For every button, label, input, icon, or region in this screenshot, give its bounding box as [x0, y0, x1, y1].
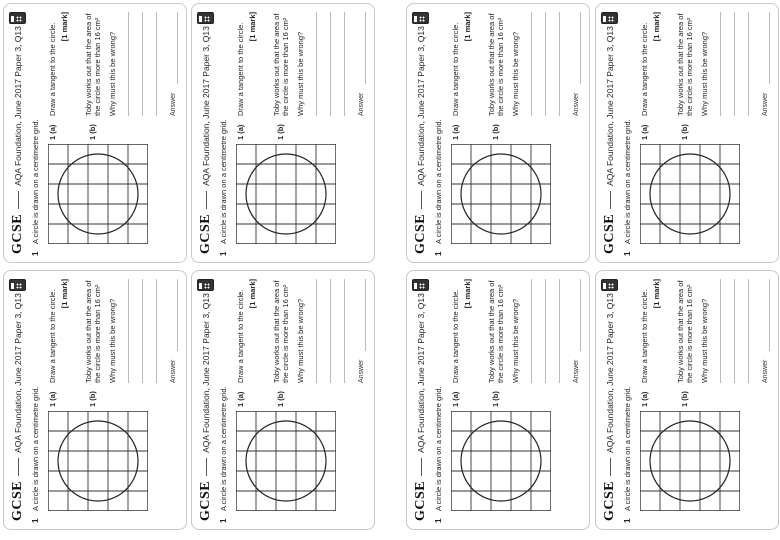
- question-intro: A circle is drawn on a centimetre grid.: [623, 119, 632, 244]
- part-a-label: 1 (a): [640, 391, 649, 407]
- header-rule: [206, 191, 207, 209]
- answer-label: Answer: [170, 92, 177, 116]
- question-number: 1: [219, 518, 228, 523]
- answer-label: Answer: [170, 359, 177, 383]
- part-a-marks: [1 mark]: [60, 279, 69, 309]
- centimetre-grid[interactable]: [48, 411, 148, 511]
- answer-label: Answer: [762, 359, 769, 383]
- circle: [461, 421, 541, 501]
- answer-writing-line[interactable]: [344, 279, 345, 383]
- grid-lines: [48, 144, 148, 244]
- answer-writing-line[interactable]: [330, 279, 331, 383]
- part-a-text: Draw a tangent to the circle.: [48, 22, 57, 116]
- answer-writing-line[interactable]: [748, 279, 749, 383]
- part-a-text: Draw a tangent to the circle.: [640, 22, 649, 116]
- answer-line[interactable]: [365, 279, 366, 351]
- calculator-icon: [601, 12, 618, 24]
- answer-writing-line[interactable]: [142, 279, 143, 383]
- answer-line[interactable]: [177, 279, 178, 351]
- circle: [58, 154, 138, 234]
- question-card: [602, 279, 769, 523]
- question-card: [413, 279, 580, 523]
- circle: [58, 421, 138, 501]
- question-card-body: [595, 270, 779, 530]
- answer-writing-line[interactable]: [330, 12, 331, 116]
- answer-label: Answer: [762, 92, 769, 116]
- centimetre-grid[interactable]: [236, 144, 336, 244]
- circle: [461, 154, 541, 234]
- question-card-body: [3, 3, 187, 263]
- question-number: 1: [434, 518, 443, 523]
- part-a-text: Draw a tangent to the circle.: [48, 289, 57, 383]
- part-a-text: Draw a tangent to the circle.: [451, 22, 460, 116]
- header-rule: [610, 458, 611, 476]
- gcse-brand: GCSE: [413, 213, 428, 254]
- question-number: 1: [623, 518, 632, 523]
- answer-writing-line[interactable]: [545, 279, 546, 383]
- part-a-label: 1 (a): [48, 391, 57, 407]
- part-b-label: 1 (b): [491, 124, 500, 140]
- card-header: [602, 12, 618, 254]
- answer-line[interactable]: [580, 279, 581, 351]
- source-reference: AQA Foundation, June 2017 Paper 3, Q13: [13, 293, 23, 453]
- part-b-label: 1 (b): [88, 391, 97, 407]
- question-card-body: [191, 270, 375, 530]
- part-b-text-line2: the circle is more than 16 cm²: [496, 17, 505, 116]
- part-a-text: Draw a tangent to the circle.: [451, 289, 460, 383]
- question-card-body: [191, 3, 375, 263]
- card-header: [198, 12, 214, 254]
- answer-writing-line[interactable]: [531, 12, 532, 116]
- part-b-text-line1: Toby works out that the area of: [487, 280, 496, 383]
- part-b-question: Why must this be wrong?: [108, 31, 117, 116]
- question-intro: A circle is drawn on a centimetre grid.: [623, 386, 632, 511]
- answer-writing-line[interactable]: [344, 12, 345, 116]
- question-card: [10, 279, 177, 523]
- circle: [650, 154, 730, 234]
- gcse-brand: GCSE: [413, 480, 428, 521]
- centimetre-grid[interactable]: [48, 144, 148, 244]
- question-card: [198, 12, 365, 256]
- part-a-label: 1 (a): [640, 124, 649, 140]
- source-reference: AQA Foundation, June 2017 Paper 3, Q13: [605, 26, 615, 186]
- part-a-label: 1 (a): [48, 124, 57, 140]
- calculator-icon: [9, 12, 26, 24]
- source-reference: AQA Foundation, June 2017 Paper 3, Q13: [416, 293, 426, 453]
- part-a-text: Draw a tangent to the circle.: [236, 22, 245, 116]
- header-rule: [610, 191, 611, 209]
- header-rule: [421, 458, 422, 476]
- calculator-icon: [412, 279, 429, 291]
- question-intro: A circle is drawn on a centimetre grid.: [219, 386, 228, 511]
- question-number: 1: [623, 251, 632, 256]
- answer-line[interactable]: [580, 12, 581, 84]
- part-a-marks: [1 mark]: [463, 12, 472, 42]
- part-b-label: 1 (b): [491, 391, 500, 407]
- part-b-text-line1: Toby works out that the area of: [676, 13, 685, 116]
- question-intro: A circle is drawn on a centimetre grid.: [31, 386, 40, 511]
- card-header: [413, 279, 429, 521]
- card-header: [10, 12, 26, 254]
- part-b-question: Why must this be wrong?: [511, 31, 520, 116]
- answer-writing-line[interactable]: [156, 279, 157, 383]
- question-card-body: [595, 3, 779, 263]
- part-b-question: Why must this be wrong?: [296, 31, 305, 116]
- part-b-label: 1 (b): [88, 124, 97, 140]
- part-a-label: 1 (a): [236, 124, 245, 140]
- question-intro: A circle is drawn on a centimetre grid.: [219, 119, 228, 244]
- part-a-marks: [1 mark]: [463, 279, 472, 309]
- question-number: 1: [434, 251, 443, 256]
- answer-writing-line[interactable]: [559, 279, 560, 383]
- part-a-marks: [1 mark]: [652, 279, 661, 309]
- centimetre-grid[interactable]: [451, 411, 551, 511]
- centimetre-grid[interactable]: [451, 144, 551, 244]
- question-intro: A circle is drawn on a centimetre grid.: [31, 119, 40, 244]
- header-rule: [18, 191, 19, 209]
- grid-lines: [48, 411, 148, 511]
- answer-label: Answer: [573, 359, 580, 383]
- part-b-question: Why must this be wrong?: [511, 298, 520, 383]
- answer-writing-line[interactable]: [720, 12, 721, 116]
- question-card: [10, 12, 177, 256]
- card-header: [198, 279, 214, 521]
- source-reference: AQA Foundation, June 2017 Paper 3, Q13: [416, 26, 426, 186]
- question-number: 1: [31, 251, 40, 256]
- gcse-brand: GCSE: [602, 213, 617, 254]
- header-rule: [206, 458, 207, 476]
- answer-writing-line[interactable]: [748, 12, 749, 116]
- answer-writing-line[interactable]: [531, 279, 532, 383]
- part-a-marks: [1 mark]: [652, 12, 661, 42]
- calculator-icon: [412, 12, 429, 24]
- part-a-text: Draw a tangent to the circle.: [236, 289, 245, 383]
- centimetre-grid[interactable]: [640, 144, 740, 244]
- part-b-text-line2: the circle is more than 16 cm²: [685, 284, 694, 383]
- source-reference: AQA Foundation, June 2017 Paper 3, Q13: [201, 293, 211, 453]
- part-a-text: Draw a tangent to the circle.: [640, 289, 649, 383]
- answer-writing-line[interactable]: [545, 12, 546, 116]
- card-header: [413, 12, 429, 254]
- gcse-brand: GCSE: [10, 480, 25, 521]
- answer-line[interactable]: [365, 12, 366, 84]
- answer-label: Answer: [358, 92, 365, 116]
- answer-writing-line[interactable]: [156, 12, 157, 116]
- question-card-body: [406, 3, 590, 263]
- card-header: [602, 279, 618, 521]
- part-b-text-line2: the circle is more than 16 cm²: [281, 17, 290, 116]
- part-a-label: 1 (a): [451, 391, 460, 407]
- card-header: [10, 279, 26, 521]
- part-a-label: 1 (a): [451, 124, 460, 140]
- part-b-question: Why must this be wrong?: [700, 31, 709, 116]
- grid-lines: [236, 144, 336, 244]
- answer-writing-line[interactable]: [720, 279, 721, 383]
- answer-writing-line[interactable]: [142, 12, 143, 116]
- part-b-text-line1: Toby works out that the area of: [676, 280, 685, 383]
- part-b-text-line1: Toby works out that the area of: [272, 13, 281, 116]
- answer-label: Answer: [573, 92, 580, 116]
- answer-writing-line[interactable]: [734, 279, 735, 383]
- part-a-label: 1 (a): [236, 391, 245, 407]
- part-b-text-line2: the circle is more than 16 cm²: [685, 17, 694, 116]
- calculator-icon: [197, 12, 214, 24]
- answer-writing-line[interactable]: [316, 12, 317, 116]
- part-b-text-line2: the circle is more than 16 cm²: [281, 284, 290, 383]
- centimetre-grid[interactable]: [640, 411, 740, 511]
- source-reference: AQA Foundation, June 2017 Paper 3, Q13: [13, 26, 23, 186]
- answer-line[interactable]: [769, 279, 770, 351]
- answer-writing-line[interactable]: [128, 12, 129, 116]
- gcse-brand: GCSE: [10, 213, 25, 254]
- question-intro: A circle is drawn on a centimetre grid.: [434, 119, 443, 244]
- part-b-text-line1: Toby works out that the area of: [84, 280, 93, 383]
- part-b-label: 1 (b): [276, 391, 285, 407]
- grid-lines: [640, 411, 740, 511]
- part-b-label: 1 (b): [276, 124, 285, 140]
- source-reference: AQA Foundation, June 2017 Paper 3, Q13: [201, 26, 211, 186]
- answer-label: Answer: [358, 359, 365, 383]
- header-rule: [421, 191, 422, 209]
- question-card: [602, 12, 769, 256]
- part-b-label: 1 (b): [680, 124, 689, 140]
- question-number: 1: [219, 251, 228, 256]
- part-b-text-line2: the circle is more than 16 cm²: [93, 284, 102, 383]
- part-b-text-line1: Toby works out that the area of: [272, 280, 281, 383]
- part-b-question: Why must this be wrong?: [108, 298, 117, 383]
- part-b-text-line2: the circle is more than 16 cm²: [496, 284, 505, 383]
- circle: [246, 154, 326, 234]
- question-card: [198, 279, 365, 523]
- answer-line[interactable]: [177, 12, 178, 84]
- answer-writing-line[interactable]: [128, 279, 129, 383]
- part-b-label: 1 (b): [680, 391, 689, 407]
- part-b-question: Why must this be wrong?: [296, 298, 305, 383]
- answer-line[interactable]: [769, 12, 770, 84]
- question-card-body: [3, 270, 187, 530]
- centimetre-grid[interactable]: [236, 411, 336, 511]
- answer-writing-line[interactable]: [734, 12, 735, 116]
- circle: [246, 421, 326, 501]
- gcse-brand: GCSE: [198, 480, 213, 521]
- grid-lines: [640, 144, 740, 244]
- calculator-icon: [197, 279, 214, 291]
- question-number: 1: [31, 518, 40, 523]
- part-b-text-line2: the circle is more than 16 cm²: [93, 17, 102, 116]
- part-b-text-line1: Toby works out that the area of: [487, 13, 496, 116]
- source-reference: AQA Foundation, June 2017 Paper 3, Q13: [605, 293, 615, 453]
- answer-writing-line[interactable]: [559, 12, 560, 116]
- calculator-icon: [601, 279, 618, 291]
- header-rule: [18, 458, 19, 476]
- part-a-marks: [1 mark]: [248, 279, 257, 309]
- part-b-text-line1: Toby works out that the area of: [84, 13, 93, 116]
- answer-writing-line[interactable]: [316, 279, 317, 383]
- question-intro: A circle is drawn on a centimetre grid.: [434, 386, 443, 511]
- question-card-body: [406, 270, 590, 530]
- gcse-brand: GCSE: [198, 213, 213, 254]
- part-b-question: Why must this be wrong?: [700, 298, 709, 383]
- calculator-icon: [9, 279, 26, 291]
- circle: [650, 421, 730, 501]
- grid-lines: [236, 411, 336, 511]
- gcse-brand: GCSE: [602, 480, 617, 521]
- part-a-marks: [1 mark]: [60, 12, 69, 42]
- grid-lines: [451, 411, 551, 511]
- grid-lines: [451, 144, 551, 244]
- question-card: [413, 12, 580, 256]
- part-a-marks: [1 mark]: [248, 12, 257, 42]
